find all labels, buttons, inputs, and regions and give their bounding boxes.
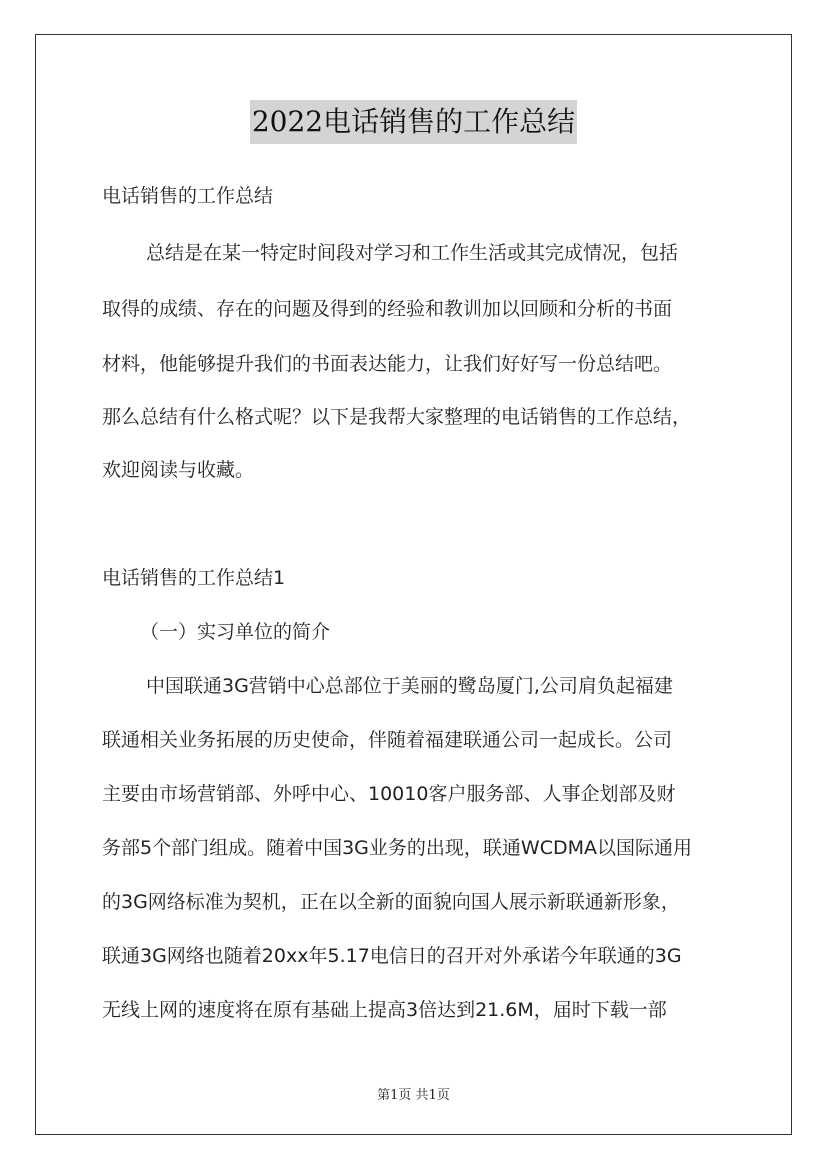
title-container (0, 100, 827, 144)
body-line: 无线上网的速度将在原有基础上提高3倍达到21.6M，届时下载一部 (102, 999, 667, 1021)
body-line: 主要由市场营销部、外呼中心、10010客户服务部、人事企划部及财 (102, 783, 676, 805)
document-title: 2022电话销售的工作总结 (250, 100, 577, 144)
intro-line: 总结是在某一特定时间段对学习和工作生活或其完成情况，包括 (146, 242, 679, 264)
subheading: （一）实习单位的简介 (140, 621, 331, 643)
intro-line: 取得的成绩、存在的问题及得到的经验和教训加以回顾和分析的书面 (102, 298, 673, 320)
body-line: 务部5个部门组成。随着中国3G业务的出现，联通WCDMA以国际通用 (102, 837, 692, 859)
intro-line: 材料，他能够提升我们的书面表达能力，让我们好好写一份总结吧。 (102, 353, 673, 375)
page-footer: 第1页 共1页 (377, 1088, 450, 1103)
section-heading: 电话销售的工作总结1 (102, 567, 286, 589)
body-line: 的3G网络标准为契机，正在以全新的面貌向国人展示新联通新形象， (102, 891, 680, 913)
body-line: 联通3G网络也随着20xx年5.17电信日的召开对外承诺今年联通的3G (102, 945, 682, 967)
intro-line: 那么总结有什么格式呢？以下是我帮大家整理的电话销售的工作总结， (102, 406, 692, 428)
intro-line: 欢迎阅读与收藏。 (102, 459, 255, 481)
body-line: 联通相关业务拓展的历史使命，伴随着福建联通公司一起成长。公司 (102, 729, 673, 751)
body-line: 中国联通3G营销中心总部位于美丽的鹭岛厦门,公司肩负起福建 (146, 675, 673, 697)
intro-heading: 电话销售的工作总结 (102, 185, 274, 207)
